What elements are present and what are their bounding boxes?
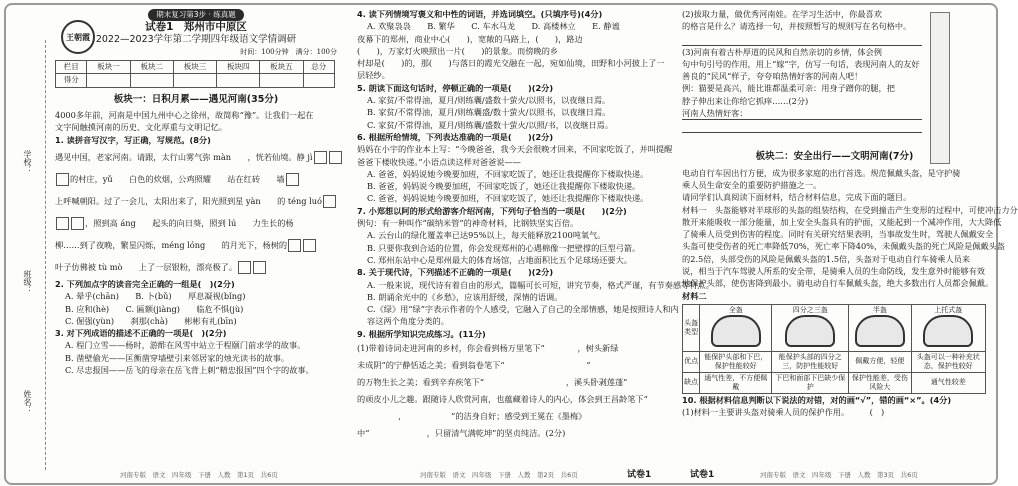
page-footer: 河南专版 语文 四年级 下册 人教 第1页 共6页: [120, 471, 278, 479]
option: A. 云台山的绿化覆盖率已达95%以上，每天能释放2100吨氧气。: [367, 230, 606, 241]
table-cell: 优点: [683, 351, 700, 372]
pinyin-line: 叶子仿佛被 tù mò 上了一层银粉，漂亮极了。: [55, 256, 337, 278]
text-line: 夜幕下的郑州，商业中心( )，宽敞的马路上，( )，路边: [357, 33, 583, 44]
intro-line: 文字间触摸河南的历史、文化厚重与文明记忆。: [55, 122, 227, 133]
full-helmet-icon: [711, 315, 761, 347]
question-10: 10. 根据材料信息判断以下说法的对错，对的画“√”，错的画“×”。(4分): [682, 394, 952, 405]
question-5: 5. 朗读下面这句话时，停顿正确的一项是( )(2分): [357, 82, 554, 93]
helmet-cell: 全盔: [700, 304, 772, 351]
text-line: 爸爸下楼收快递。”小语点读这样对爸爸说——: [357, 156, 521, 167]
table-cell: 缺点: [683, 372, 700, 393]
school-label: 学校：: [23, 150, 32, 174]
answer-line[interactable]: 河南人热情好客：: [682, 107, 922, 120]
option: A. 晕乎(chān) B. 卜(bǔ) 厚息凝视(bǐng): [65, 291, 246, 302]
option: A. 爸爸，妈妈说她今晚要加班，不回家吃饭了，她还让我提醒你下楼取快递。: [367, 168, 649, 179]
option: C. 倔强(yùn) 刹那(chà) 彬彬有礼(bīn): [65, 315, 237, 326]
option: B. 只要你我到合适的位置，你会发现郑州的心遇棉像一把壁撑的巨型弓箭。: [367, 242, 641, 253]
pinyin-line: ，照到高 áng 起头的向日葵，照到 lú 力生长的杨: [55, 212, 337, 234]
score-header: 板块二: [130, 61, 173, 74]
score-cell[interactable]: [303, 74, 334, 87]
option: B. 应和(hè) C. 匾额(jiàng) 临危不惧(jù): [65, 303, 244, 314]
question-3: 3. 对下列成语的描述不正确的一项是( )(2分): [55, 328, 227, 339]
question-7: 7. 小郑想以阿的形式给游客介绍河南，下列句子恰当的一项是( )(2分): [357, 205, 627, 216]
option: C. 尽忠报国——岳飞的母亲在岳飞背上刺“精忠报国”四个字的故事。: [65, 365, 314, 376]
text-line: ( )，万家灯火映照出一片( )的景象。而傍晚的乡: [357, 45, 559, 56]
half-helmet-icon: [855, 315, 905, 347]
binding-line: [45, 40, 46, 470]
table-cell: 通气性较差: [911, 372, 985, 393]
option: C. 家贫/不常得油，夏月/则练囊/盛数十萤火/以照/书，以夜继日焉。: [367, 119, 614, 130]
option: A. 一般来说，现代诗有着自由的形式，篇幅可长可短，讲究节奏，格式严谨，有节奏感等特点。: [367, 279, 714, 290]
fill-line: 中“ ，只留清气满乾坤”的坚贞纯洁。(2分): [357, 428, 566, 439]
question-4: 4. 读下列情境写褒义和中性的词语，并选词填空。(只填序号)(4分): [357, 9, 603, 19]
table-cell: 通气性差，不方便佩戴: [700, 372, 772, 393]
option: A. 程门立雪——杨时，游酢在风雪中站立于程颐门前求学的故事。: [65, 340, 306, 351]
option: B. 凿壁偷光——匡衡凿穿墙壁引来邻居家的烛光读书的故事。: [65, 352, 290, 363]
text-line: 电动自行车因出行方便，成为很多家庭的出行首选。规范佩戴头盔，是守护骑: [682, 167, 961, 178]
material-line: 说，相当于汽车驾驶人所系的安全带，是骑乘人员的生命防线，发生意外时能够有效: [682, 266, 985, 277]
text-line: 句中句引号的作用，用上“嫁”字，仿写一句话，表现河南人的友好: [682, 58, 920, 69]
intro-line: 4000多年前，河南是中国九州中心之徐州，故简称“豫”。让我们一起在: [55, 110, 314, 121]
option: 容这两个角度分类的。: [367, 316, 449, 327]
paper-title: 试卷1 郑州市中原区: [145, 21, 247, 34]
name-label: 姓名：: [23, 390, 32, 414]
answer-line[interactable]: [682, 120, 922, 133]
page-footer: 河南专版 语文 四年级 下册 人教 第2页 共6页: [420, 471, 578, 479]
table-cell: 头盔可以一种补充状态，保护性较好: [911, 351, 985, 372]
question-9: 9. 根据所学知识完成练习。(11分): [357, 328, 486, 339]
score-header: 板块四: [217, 61, 260, 74]
text-line: 村却是( )的，那( )与落日的霞光交融在一起，宛如仙境，田野和小河披上了一: [357, 58, 665, 69]
pinyin-line: 上呼喊朝阳。过了一会儿，太阳出来了，阳光照到星 yàn 的 téng luó: [55, 190, 337, 212]
helmet-cell: 上托式盔: [911, 304, 985, 351]
material-line: 了骑乘人员受到伤害的程度。同时有关研究结果表明，当事故发生时，驾驶人佩戴安全: [682, 229, 994, 240]
option: A. 家贫/不常得油，夏月/则练囊/盛数十萤火/以照书，以夜继日焉。: [367, 95, 611, 106]
publisher-logo: 王朝霞: [61, 20, 95, 54]
pinyin-line: 遇见中国，老家河南。请跟，太行山雾气弥 màn ，恍若仙境。静 jì: [55, 146, 337, 168]
fill-line: 的顽皮小儿之趣。跟随诗人欣赏河南，也蕴藏着诗人的内心，体会到王昌龄笔下“: [357, 394, 648, 405]
text-line: 请同学们认真阅读下面材料，结合材料信息，完成下面的题目。: [682, 192, 912, 203]
score-cell[interactable]: [87, 74, 130, 87]
score-header: 总分: [303, 61, 334, 74]
helmet-cell: 半盔: [849, 304, 911, 351]
text-line: 善良的“民风“样子，夸夸咱热情好客的河南人吧！: [682, 71, 863, 82]
section-1-title: 板块一：日积月累——遇见河南(35分): [113, 93, 279, 105]
fill-line: 未成阴”的宁静恬适之美；看到翁卷笔下“ ”: [357, 360, 591, 371]
three-quarter-helmet-icon: [785, 315, 835, 347]
flip-up-helmet-icon: [923, 315, 973, 347]
score-cell[interactable]: [260, 74, 303, 87]
text-line: (3)河南有着古朴厚道的民风和自然亲切的乡情，体会例: [682, 46, 882, 57]
option: B. 爸爸，妈妈说今晚要加班，不回家吃饭了，她还让我提醒你下楼取快递。: [367, 181, 641, 192]
material-line: 头盔可使受伤者的死亡率降低70%，死亡率下降40%，未佩戴头盔的死亡风险是佩戴头盔: [682, 241, 1005, 252]
section-2-title: 板块二：安全出行——文明河南(7分): [755, 151, 914, 163]
fill-line: (1)带着诗词走进河南的乡村，你会看到杨万里笔下“ ，树头新绿: [357, 343, 619, 354]
column-3: [682, 8, 1018, 419]
text-line: 脖子伸出来让你给它抓痒……(2分): [682, 95, 809, 106]
judge-item: (1)材料一主要讲头盔对骑乘人员的保护作用。 ( ): [682, 407, 885, 418]
text-line: 的格言是什么？请选择一句，并按照暂写的规则写在名句格中。: [682, 21, 912, 32]
score-header: 板块五: [260, 61, 303, 74]
text-line: 例：猫要是高兴，能比谁都温柔可亲：用身子蹭你的腿，把: [682, 83, 895, 94]
text-line: 乘人员生命安全的重要防护措施之一。: [682, 179, 822, 190]
score-cell[interactable]: [173, 74, 216, 87]
option: B. 家贫/不常得油，夏月/则练囊盛/数十萤火/以照书，以夜继日焉。: [367, 107, 611, 118]
pinyin-line: 的村庄，yǔ 白色的炊烟，公鸡照耀 站在红砖 墙: [55, 168, 337, 190]
helmet-table: [682, 304, 986, 394]
table-cell: 下巴和面部下巴缺少保护: [772, 372, 849, 393]
header-tag: 期末复习第3步 · 练真题: [148, 9, 243, 21]
fill-line: 的万物生长之美；看到辛弃疾笔下“ ，溪头卧剥莲蓬”: [357, 377, 628, 388]
text-line: 妈妈在小宇的作业本上写：“今晚爸爸，我今天会很晚才回来，不回家吃饭了，并叫提醒: [357, 144, 673, 155]
score-cell[interactable]: [130, 74, 173, 87]
score-header: 栏目: [56, 61, 87, 74]
page-footer: 河南专版 语文 四年级 下册 人教 第3页 共6页: [760, 471, 918, 479]
class-label: 班级：: [23, 270, 32, 294]
material-line: 散开来能吸收一部分能量，加上安全头盔具有的护面，又能起到一个减冲作用，大大降低: [682, 216, 1002, 227]
paper-subtitle: 2022—2023学年第二学期四年级语文学情调研: [95, 33, 297, 45]
score-row-label: 得分: [56, 74, 87, 87]
table-cell: 保护性能差，受伤风险大: [849, 372, 911, 393]
score-header: 板块三: [173, 61, 216, 74]
score-table: [55, 60, 335, 88]
table-cell: 能保护头部和下巴，保护性能较好: [700, 351, 772, 372]
question-1: 1. 读拼音写汉字，写正确，写规范。(8分): [55, 134, 211, 145]
score-header: 板块一: [87, 61, 130, 74]
text-line: (2)拔取力量，做优秀河南娃。在学习生活中，你最喜欢: [682, 9, 882, 19]
option: A. 欢聚袅袅 B. 繁华 C. 车水马龙 D. 高楼林立 E. 静谧: [367, 21, 620, 32]
column-1: [55, 8, 337, 376]
answer-line[interactable]: [682, 33, 922, 46]
option: C. 爸爸，妈妈说她今晚要加班，不回家吃饭了，她还让我提醒你下楼取快递。: [367, 193, 649, 204]
text-line: 层轻纱。: [357, 70, 390, 81]
question-2: 2. 下列加点字的读音完全正确的一组是( )(2分): [55, 278, 235, 289]
time-info: 时间：100分钟 满分：100分: [240, 47, 337, 56]
material-line: 材料一 头盔能够对半球形的头盔的组装结构，在受到撞击产生变形的过程中，可使冲击力分: [682, 204, 1018, 215]
table-cell: 佩戴方便，轻便: [849, 351, 911, 372]
fill-line: ， ”的洁身自好；感受到王冕在《墨梅》: [357, 411, 587, 422]
table-cell: 能保护头部的四分之三，防护性能较好: [772, 351, 849, 372]
helmet-cell: 四分之三盔: [772, 304, 849, 351]
option: C. 郑州东站中心是郑州最大的体育场馆，占地面积比五个足球场还要大。: [367, 254, 632, 265]
paper-mark: 试卷1: [627, 470, 652, 480]
option: C.《绿》用“绿”字表示作者的个人感受，它融入了自己的全部情感，她是按照诗人和内: [367, 304, 679, 315]
table-header: 头盔类型: [683, 304, 700, 351]
paper-mark: 试卷1: [690, 470, 715, 480]
material-line: 地保护头部，使伤害降到最小。骑电动自行车佩戴头盔，绝大多数出行人员都会佩戴。: [682, 278, 994, 289]
student-info-strip: [18, 150, 42, 430]
question-8: 8. 关于现代诗，下列描述不正确的一项是( )(2分): [357, 267, 554, 278]
text-line: 例句：有一种叫作“碳纳米管”的神奇材料，比钢铁坚实百倍。: [357, 218, 579, 229]
material-2-label: 材料二: [682, 290, 707, 301]
score-cell[interactable]: [217, 74, 260, 87]
question-6: 6. 根据所给情境，下列表达准确的一项是( )(2分): [357, 131, 554, 142]
pinyin-line: 柳……到了夜晚，繁星闪烁，méng lóng 的月光下，杨树的: [55, 234, 337, 256]
option: B. 朗诵余光中的《乡愁》，应该用舒缓，深情的语调。: [367, 291, 563, 302]
material-line: 的2.5倍，头部受伤的风险是佩戴头盔的1.5倍，头盔对于电动自行车骑乘人员来: [682, 253, 971, 264]
